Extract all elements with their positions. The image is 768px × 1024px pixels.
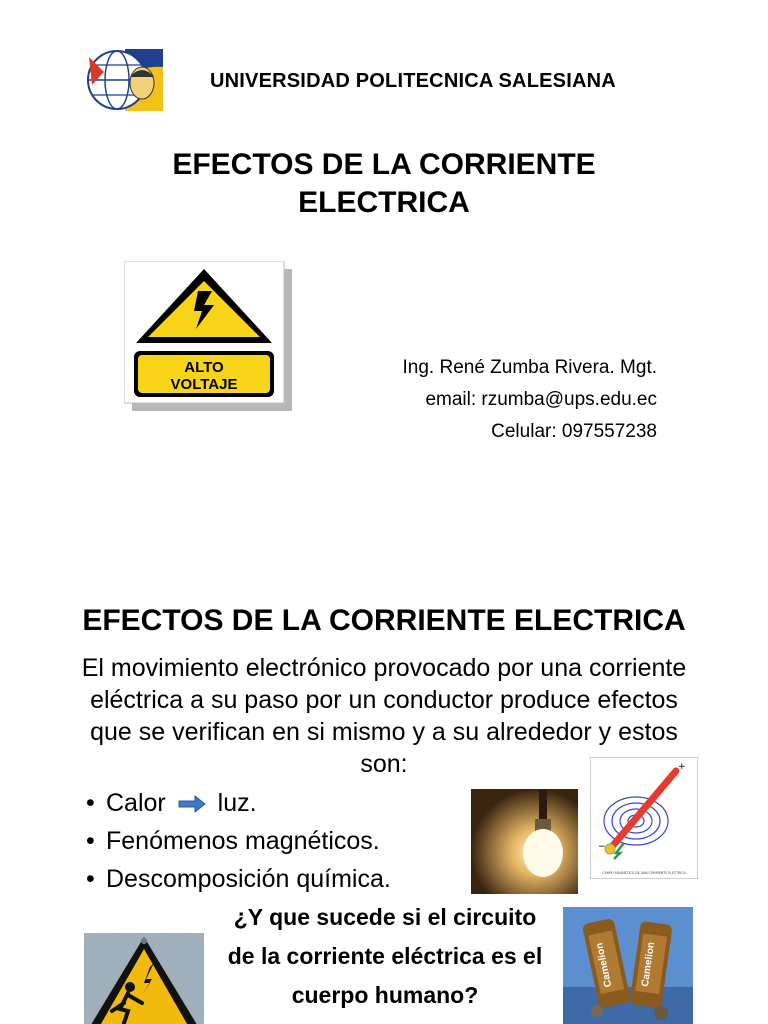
list-item bbox=[86, 784, 391, 822]
battery-brand-2: Camelion bbox=[639, 941, 658, 988]
magnet-caption: CAMPO MAGNETICO DE UNA CORRIENTE ELECTRICA bbox=[602, 871, 686, 875]
question-text bbox=[200, 898, 570, 1015]
university-name: UNIVERSIDAD POLITECNICA SALESIANA bbox=[210, 70, 616, 92]
slide-title-line-1: EFECTOS DE LA CORRIENTE bbox=[172, 148, 596, 181]
intro-paragraph: El movimiento electrónico provocado por una corriente eléctrica a su paso por un conductor produce efectos que se verifican en si mismo y a su alrededor y estos son: bbox=[81, 654, 687, 778]
slide-title bbox=[0, 146, 768, 222]
university-logo bbox=[84, 47, 166, 113]
author-phone: Celular: 097557238 bbox=[491, 421, 657, 442]
slide-title-line-2: ELECTRICA bbox=[298, 186, 470, 219]
question-line-2: de la corriente eléctrica es el bbox=[227, 943, 543, 969]
svg-text:+: + bbox=[678, 762, 686, 772]
list-item bbox=[86, 822, 391, 860]
effects-slide bbox=[0, 512, 768, 1024]
svg-text:−: − bbox=[598, 842, 606, 852]
sign-text-line-2: VOLTAJE bbox=[170, 376, 238, 393]
author-info bbox=[403, 352, 658, 448]
high-voltage-sign bbox=[124, 261, 292, 411]
author-email: email: rzumba@ups.edu.ec bbox=[425, 389, 657, 410]
bullet-quimica: Descomposición química. bbox=[106, 865, 391, 893]
bullet-luz: luz. bbox=[217, 789, 257, 817]
question-line-3: cuerpo humano? bbox=[291, 982, 479, 1008]
sign-text-line-1: ALTO bbox=[184, 359, 224, 376]
bullet-calor: Calor bbox=[106, 789, 166, 817]
magnetic-field-diagram bbox=[590, 757, 698, 879]
corroded-batteries-image bbox=[563, 907, 693, 1024]
question-line-1: ¿Y que sucede si el circuito bbox=[233, 904, 537, 930]
effects-list bbox=[86, 784, 391, 898]
battery-brand-1: Camelion bbox=[594, 941, 615, 988]
slide-title: EFECTOS DE LA CORRIENTE ELECTRICA bbox=[82, 604, 686, 637]
electric-shock-sign bbox=[84, 933, 204, 1024]
light-bulb-image bbox=[471, 789, 578, 894]
arrow-right-icon bbox=[177, 794, 207, 814]
list-item bbox=[86, 860, 391, 898]
author-name: Ing. René Zumba Rivera. Mgt. bbox=[402, 357, 657, 378]
bullet-magneticos: Fenómenos magnéticos. bbox=[106, 827, 380, 855]
